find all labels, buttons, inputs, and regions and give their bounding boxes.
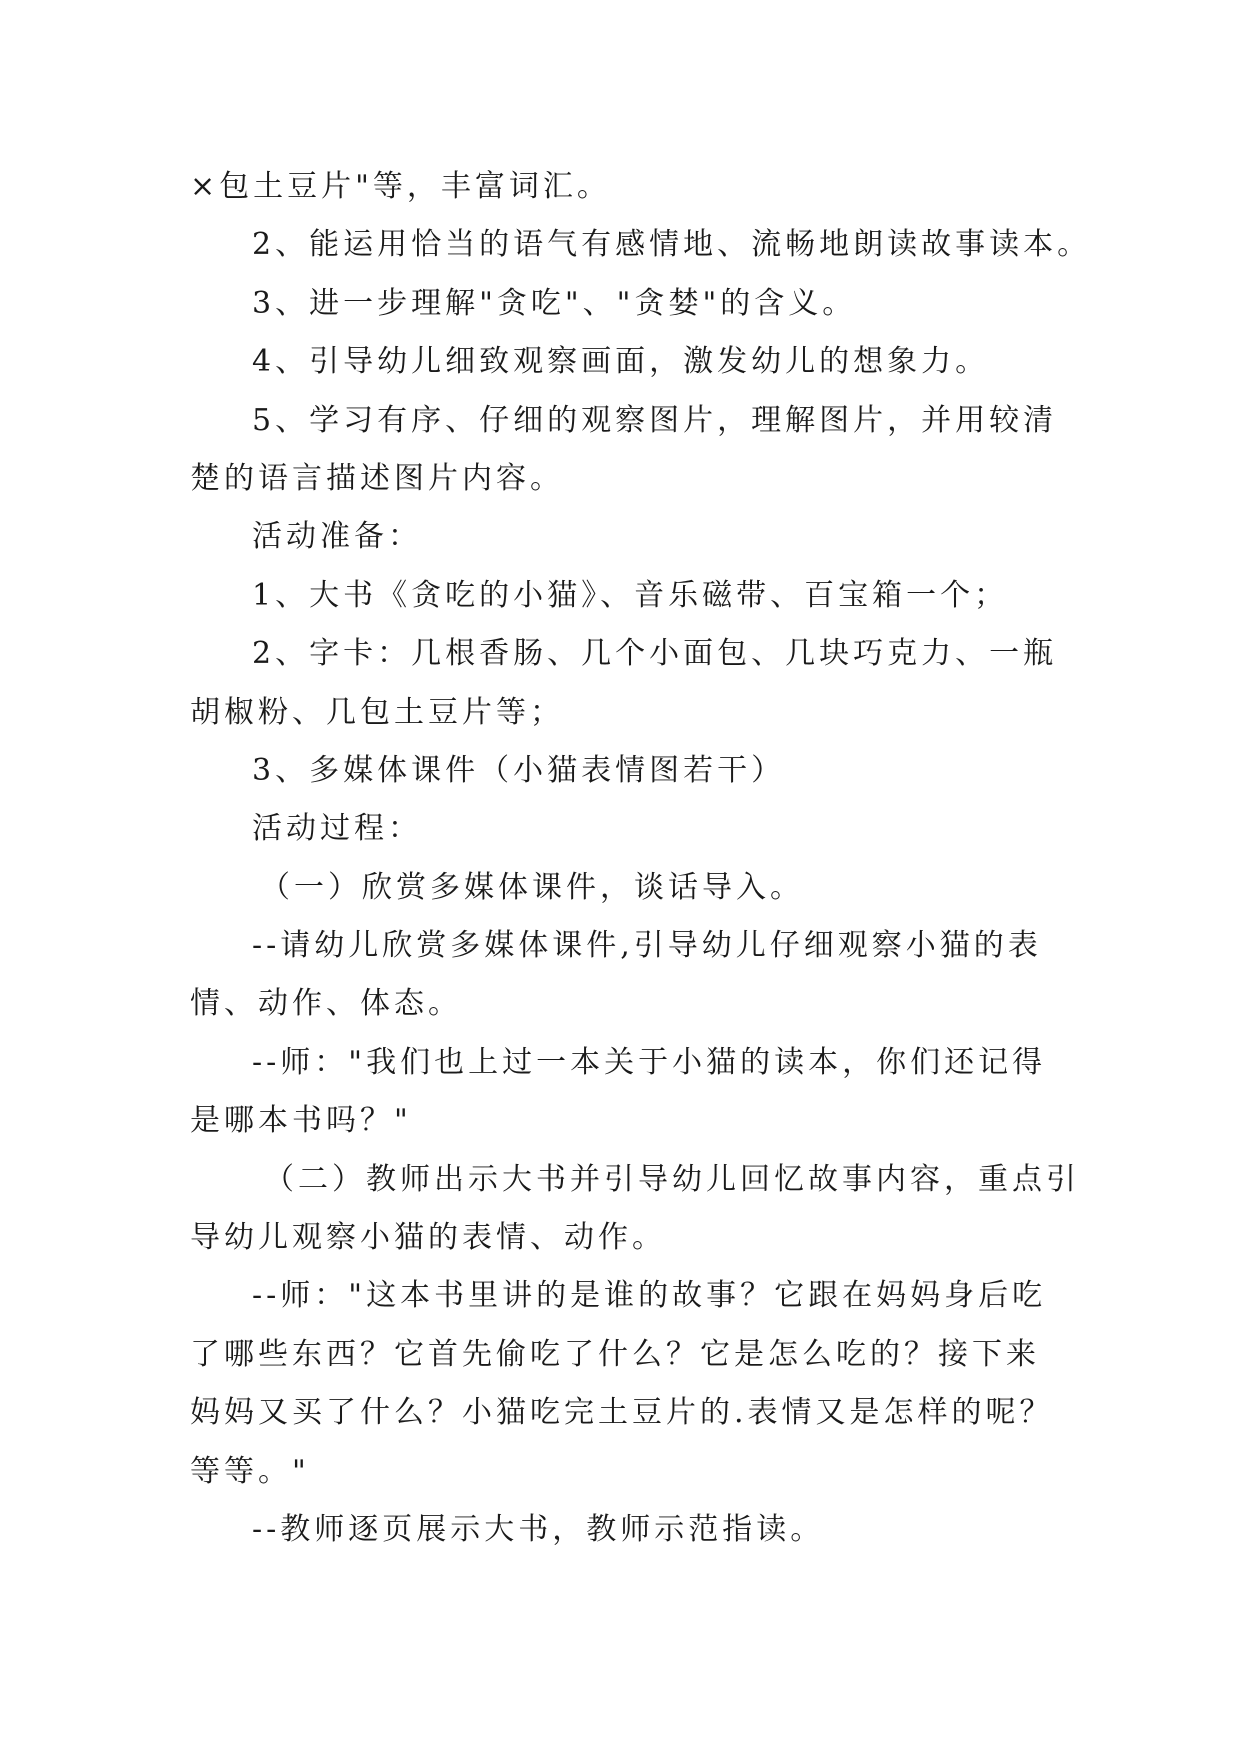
text-line: （二）教师出示大书并引导幼儿回忆故事内容，重点引 — [264, 1161, 1080, 1197]
text-line: 楚的语言描述图片内容。 — [190, 460, 564, 496]
text-line: 3、多媒体课件（小猫表情图若干） — [252, 752, 786, 788]
section-heading: 活动过程： — [252, 811, 422, 847]
text-line: 情、动作、体态。 — [190, 986, 462, 1022]
text-line: 5、学习有序、仔细的观察图片，理解图片，并用较清 — [252, 402, 1058, 438]
text-line: 1、大书《贪吃的小猫》、音乐磁带、百宝箱一个； — [252, 577, 1009, 613]
text-line: --请幼儿欣赏多媒体课件,引导幼儿仔细观察小猫的表 — [252, 928, 1042, 964]
text-line: 等等。" — [190, 1453, 310, 1489]
text-line: 导幼儿观察小猫的表情、动作。 — [190, 1220, 666, 1256]
section-heading: 活动准备： — [252, 519, 422, 555]
text-line: 4、引导幼儿细致观察画面，激发幼儿的想象力。 — [252, 344, 990, 380]
text-line: （一）欣赏多媒体课件，谈话导入。 — [260, 869, 804, 905]
text-line: --师："我们也上过一本关于小猫的读本，你们还记得 — [252, 1044, 1047, 1080]
text-line: 2、能运用恰当的语气有感情地、流畅地朗读故事读本。 — [252, 227, 1092, 263]
text-line: 胡椒粉、几包土豆片等； — [190, 694, 564, 730]
text-line: 妈妈又买了什么？小猫吃完土豆片的.表情又是怎样的呢？ — [190, 1395, 1054, 1431]
text-line: 3、进一步理解"贪吃"、"贪婪"的含义。 — [252, 285, 857, 321]
text-line: --师："这本书里讲的是谁的故事？它跟在妈妈身后吃 — [252, 1278, 1047, 1314]
document-body — [190, 158, 1092, 1559]
text-line: 了哪些东西？它首先偷吃了什么？它是怎么吃的？接下来 — [190, 1336, 1040, 1372]
text-line: --教师逐页展示大书，教师示范指读。 — [252, 1511, 825, 1547]
text-line: 是哪本书吗？" — [190, 1103, 412, 1139]
text-line: ×包土豆片"等，丰富词汇。 — [190, 169, 611, 204]
text-line: 2、字卡：几根香肠、几个小面包、几块巧克力、一瓶 — [252, 636, 1058, 672]
